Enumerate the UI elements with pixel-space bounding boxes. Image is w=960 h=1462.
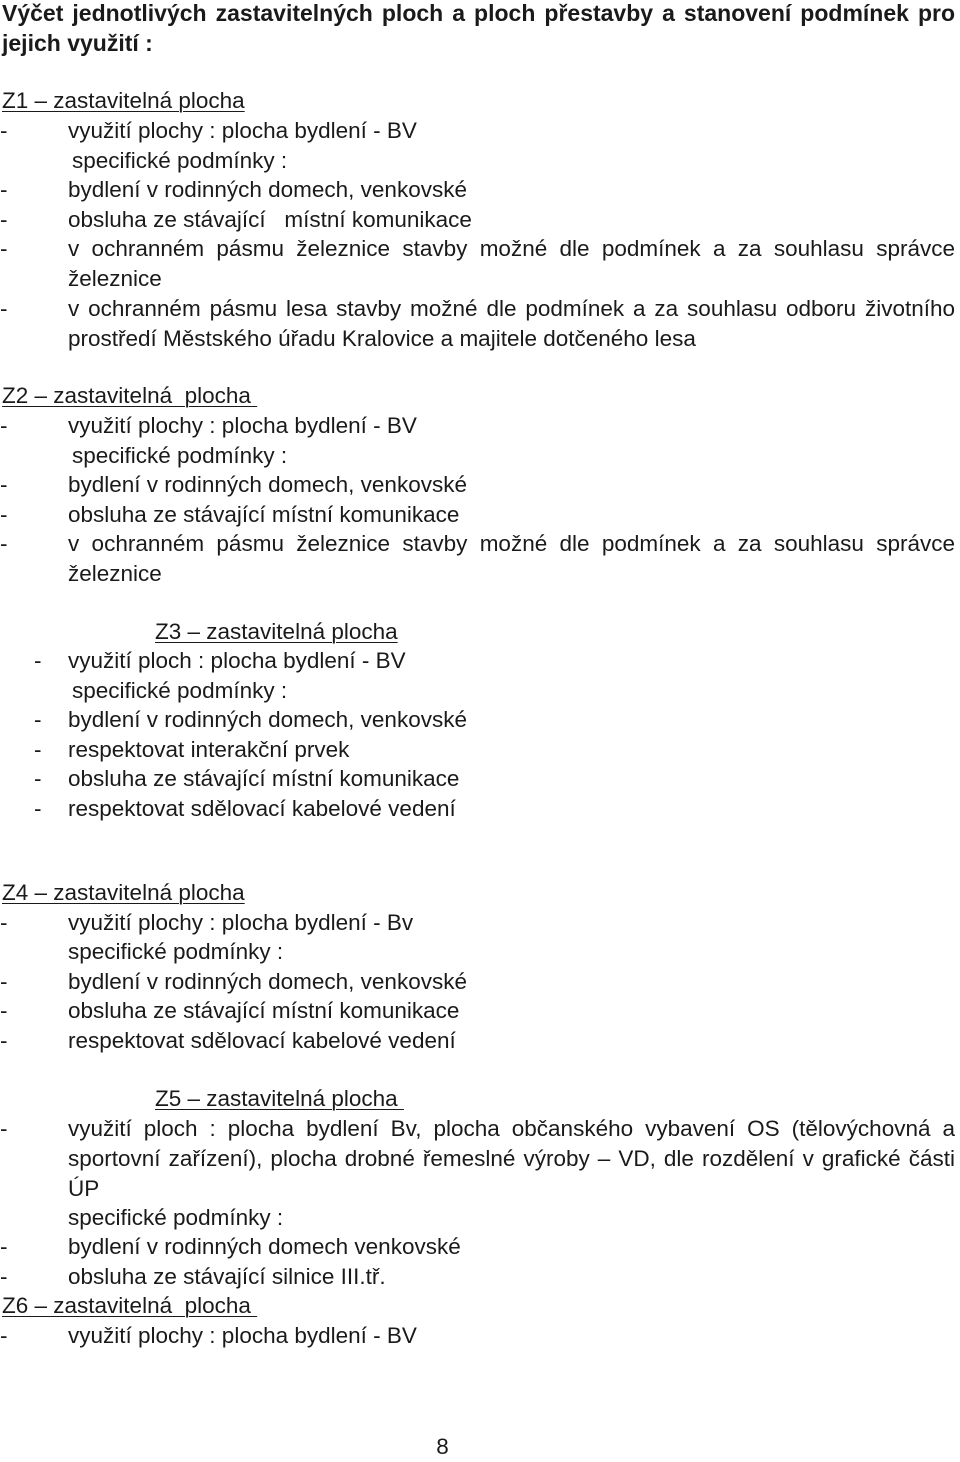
z2-conditions-label: specifické podmínky :	[72, 443, 288, 468]
z4-item: respektovat sdělovací kabelové vedení	[68, 1028, 456, 1053]
z1-item-bullet: -	[0, 296, 8, 321]
page-number: 8	[436, 1434, 449, 1459]
z6-heading: Z6 – zastavitelná plocha	[2, 1293, 258, 1318]
z3-item: respektovat sdělovací kabelové vedení	[68, 796, 456, 821]
z3-item: respektovat interakční prvek	[68, 737, 350, 762]
z4-conditions-label: specifické podmínky :	[68, 939, 284, 964]
z3-heading: Z3 – zastavitelná plocha	[155, 619, 398, 644]
z5-item: bydlení v rodinných domech venkovské	[68, 1234, 461, 1259]
z2-item-bullet: -	[0, 531, 8, 556]
z4-item: obsluha ze stávající místní komunikace	[68, 998, 460, 1023]
z2-use: využití plochy : plocha bydlení - BV	[68, 413, 417, 438]
z3-item: obsluha ze stávající místní komunikace	[68, 766, 460, 791]
z3-item-bullet: -	[34, 766, 42, 791]
z4-use-bullet: -	[0, 910, 8, 935]
z1-item: v ochranném pásmu železnice stavby možné dle podmínek a za souhlasu správce železnice	[68, 236, 955, 291]
z2-use-bullet: -	[0, 413, 8, 438]
z3-item: bydlení v rodinných domech, venkovské	[68, 707, 467, 732]
z1-item: obsluha ze stávající místní komunikace	[68, 207, 472, 232]
z3-conditions-label: specifické podmínky :	[72, 678, 288, 703]
z2-item-bullet: -	[0, 472, 8, 497]
z5-use: využití ploch : plocha bydlení Bv, plocha občanského vybavení OS (tělovýchovná a sportovní zařízení), plocha drobné řemeslné výroby – VD, dle rozdělení v grafické části ÚP	[68, 1116, 955, 1201]
z6-use: využití plochy : plocha bydlení - BV	[68, 1323, 417, 1348]
z3-item-bullet: -	[34, 796, 42, 821]
z1-conditions-label: specifické podmínky :	[72, 148, 288, 173]
z2-item: v ochranném pásmu železnice stavby možné dle podmínek a za souhlasu správce železnice	[68, 531, 955, 586]
z4-item: bydlení v rodinných domech, venkovské	[68, 969, 467, 994]
z1-item-bullet: -	[0, 177, 8, 202]
z4-heading: Z4 – zastavitelná plocha	[2, 880, 245, 905]
z1-item: v ochranném pásmu lesa stavby možné dle podmínek a za souhlasu odboru životního prostředí Městského úřadu Kralovice a majitele dotčeného lesa	[68, 296, 955, 351]
z1-item-bullet: -	[0, 236, 8, 261]
z2-item: obsluha ze stávající místní komunikace	[68, 502, 460, 527]
z2-item-bullet: -	[0, 502, 8, 527]
z4-item-bullet: -	[0, 1028, 8, 1053]
z3-item-bullet: -	[34, 707, 42, 732]
z4-use: využití plochy : plocha bydlení - Bv	[68, 910, 414, 935]
z6-use-bullet: -	[0, 1323, 8, 1348]
z5-conditions-label: specifické podmínky :	[68, 1205, 284, 1230]
z3-use-bullet: -	[34, 648, 42, 673]
z1-item-bullet: -	[0, 207, 8, 232]
z3-use: využití ploch : plocha bydlení - BV	[68, 648, 406, 673]
z1-use-bullet: -	[0, 118, 8, 143]
z5-heading: Z5 – zastavitelná plocha	[155, 1086, 404, 1111]
z2-item: bydlení v rodinných domech, venkovské	[68, 472, 467, 497]
z4-item-bullet: -	[0, 969, 8, 994]
page-title: Výčet jednotlivých zastavitelných ploch a ploch přestavby a stanovení podmínek pro jejich využití :	[2, 0, 955, 56]
z3-item-bullet: -	[34, 737, 42, 762]
z1-use: využití plochy : plocha bydlení - BV	[68, 118, 417, 143]
z5-item-bullet: -	[0, 1264, 8, 1289]
z1-heading: Z1 – zastavitelná plocha	[2, 88, 245, 113]
z2-heading: Z2 – zastavitelná plocha	[2, 383, 258, 408]
z4-item-bullet: -	[0, 998, 8, 1023]
z5-item-bullet: -	[0, 1234, 8, 1259]
z1-item: bydlení v rodinných domech, venkovské	[68, 177, 467, 202]
z5-use-bullet: -	[0, 1116, 8, 1141]
z5-item: obsluha ze stávající silnice III.tř.	[68, 1264, 386, 1289]
